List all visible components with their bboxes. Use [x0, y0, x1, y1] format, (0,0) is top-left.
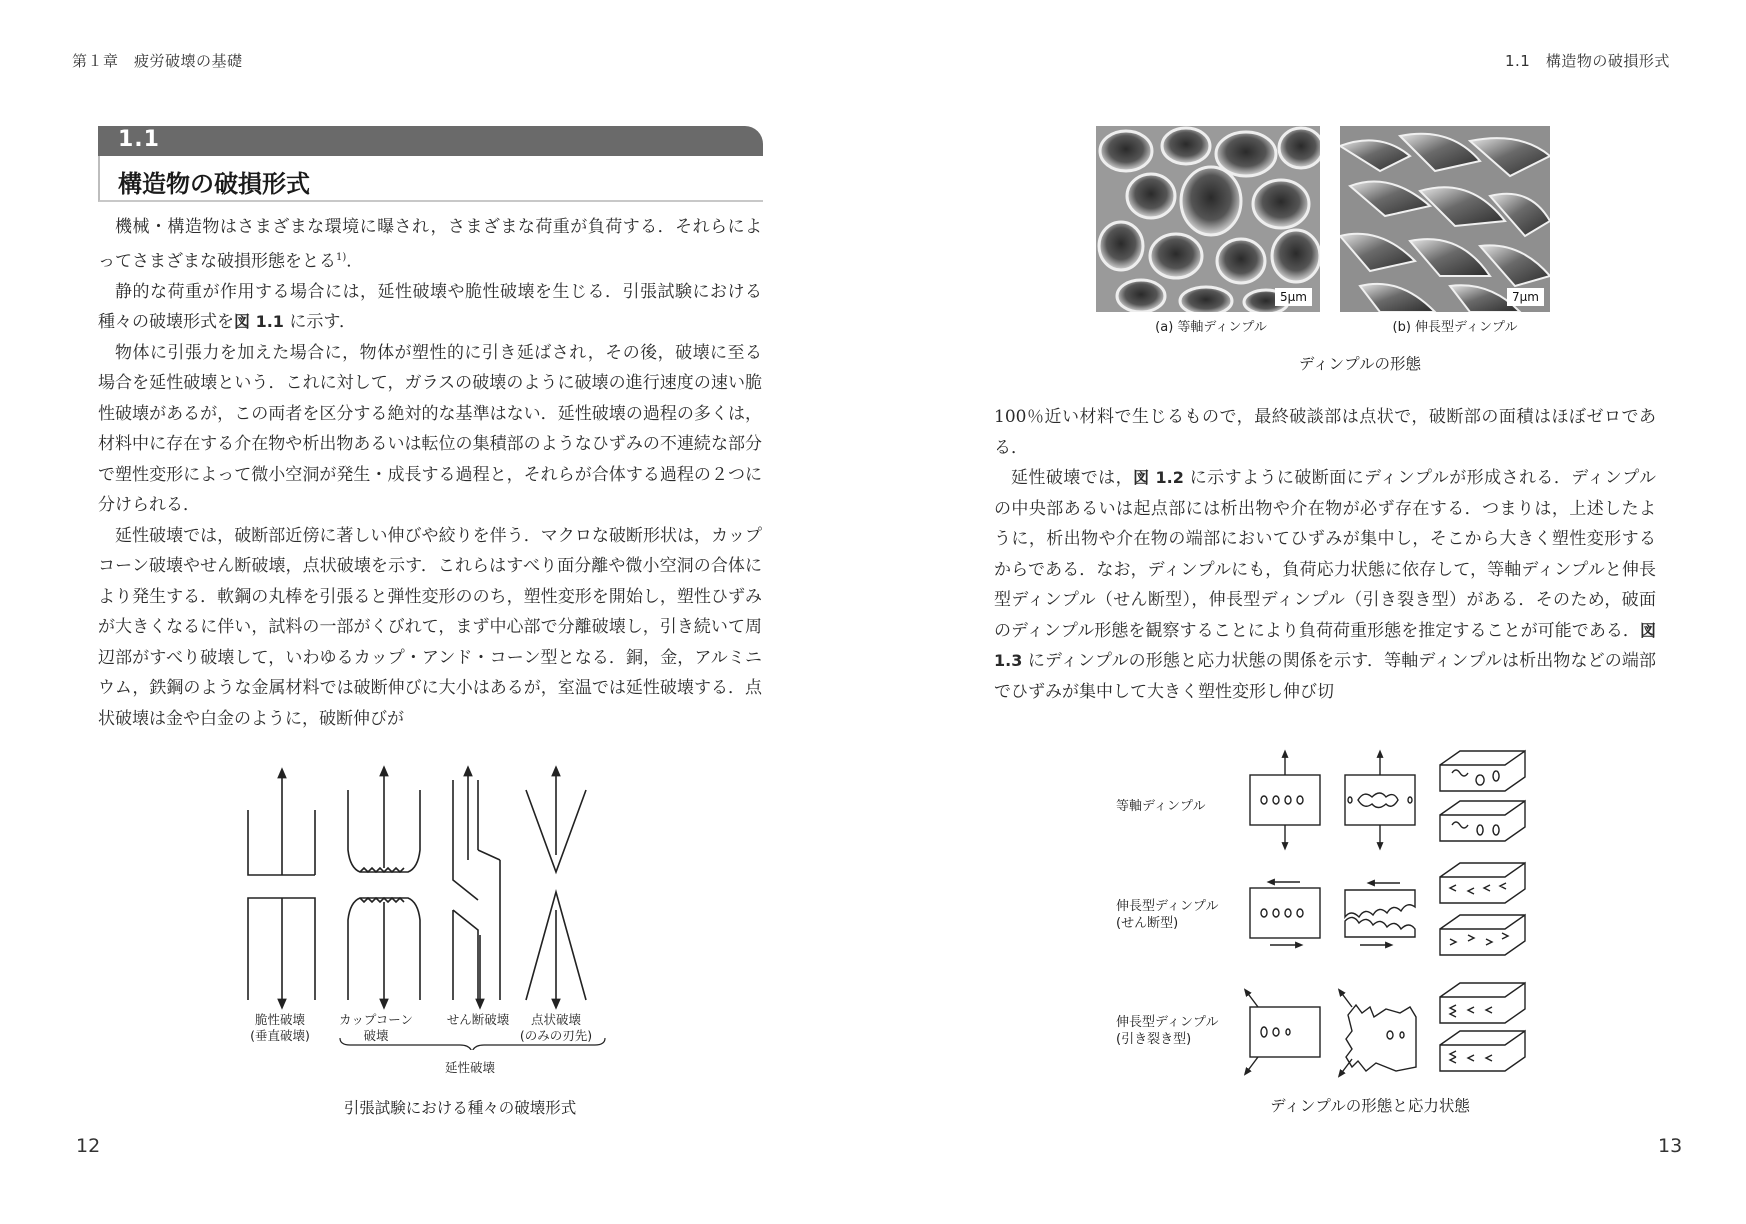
label-point-fracture: 点状破壊 (のみの刃先) — [519, 1012, 593, 1043]
paragraph: 100％近い材料で生じるもので，最終破談部は点状で，破断部の面積はほぼゼロである． — [994, 407, 1656, 458]
cup-cone-fracture-shape — [348, 770, 420, 1005]
figure-reference: 図 1.1 — [234, 312, 284, 332]
dimple-stress-diagram — [1240, 745, 1550, 1085]
label-shear-fracture: せん断破壊 — [446, 1012, 510, 1027]
brittle-fracture-shape — [248, 772, 315, 1005]
photo-label-equiaxed: (a) 等軸ディンプル — [1155, 320, 1267, 335]
paragraph: 延性破壊では，図 1.2 に示すように破断面にディンプルが形成される．ディンプルの中央部あるいは起点部には析出物や介在物が必ず存在する．つまりは，上述したように，析出物や介在物の端部においてひずみが集中し，そこから大きく塑性変形するからである．なお，ディンプルにも，負荷応力状態に依存して，等軸ディンプルと伸長型ディンプル（せん断型），伸長型ディンプル（引き裂き型）がある．そのため，破面のディンプル形態を観察することにより負荷荷重形態を推定することが可能である．図 1.3 にディンプルの形態と応力状態の関係を示す．等軸ディンプルは析出物などの端部でひずみが集中して大きく塑性変形し伸び切 — [994, 468, 1656, 702]
figure-reference: 図 1.2 — [1133, 468, 1184, 487]
paragraph: 静的な荷重が作用する場合には，延性破壊や脆性破壊を生じる．引張試験における種々の破壊形式を図 1.1 に示す． — [98, 281, 762, 333]
sem-photo-elongated-dimple — [1340, 126, 1550, 312]
running-head-left: 第１章 疲労破壊の基礎 — [72, 52, 243, 70]
figure-caption-dimple-morphology: ディンプルの形態 — [1298, 355, 1422, 373]
paragraph: 物体に引張力を加えた場合に，物体が塑性的に引き延ばされ，その後，破壊に至る場合を延性破壊という．これに対して，ガラスの破壊のように破壊の進行速度の速い脆性破壊があるが，この両者を区分する絶対的な基準はない．延性破壊の過程の多くは，材料中に存在する介在物や析出物あるいは転位の集積部のようなひずみの不連続な部分で塑性変形によって微小空洞が発生・成長する過程と，それらが合体する過程の２つに分けられる． — [98, 342, 762, 516]
figure-reference: 図 1.3 — [994, 620, 1656, 670]
photo-label-elongated: (b) 伸長型ディンプル — [1392, 320, 1518, 335]
label-ductile-fracture: 延性破壊 — [444, 1060, 495, 1075]
section-title: 構造物の破損形式 — [118, 170, 310, 198]
page-number-left: 12 — [76, 1135, 101, 1157]
scale-bar-7um: 7μm — [1507, 288, 1544, 306]
fracture-modes-figure — [240, 760, 620, 1050]
footnote-ref: 1) — [336, 251, 347, 263]
row-label-elongated-shear: 伸長型ディンプル (せん断型) — [1116, 899, 1219, 931]
paragraph: 機械・構造物はさまざまな環境に曝され，さまざまな荷重が負荷する．それらによってさまざまな破損形態をとる$^{1)}$． — [98, 217, 762, 272]
right-body-text — [994, 402, 1656, 707]
page-number-right: 13 — [1658, 1135, 1683, 1157]
sem-photo-equiaxed-dimple — [1096, 126, 1320, 312]
point-fracture-shape — [526, 770, 586, 1005]
label-cup-cone-fracture: カップコーン 破壊 — [338, 1012, 413, 1043]
row-label-elongated-tear: 伸長型ディンプル (引き裂き型) — [1116, 1015, 1219, 1047]
figure-caption-dimple-stress: ディンプルの形態と応力状態 — [1270, 1097, 1470, 1115]
running-head-right: 1.1 構造物の破損形式 — [1505, 52, 1670, 70]
label-brittle-fracture: 脆性破壊 (垂直破壊) — [250, 1012, 310, 1043]
paragraph: 延性破壊では，破断部近傍に著しい伸びや絞りを伴う．マクロな破断形状は，カップコーン破壊やせん断破壊，点状破壊を示す．これらはすべり面分離や微小空洞の合体により発生する．軟鋼の丸棒を引張ると弾性変形ののち，塑性変形を開始し，塑性ひずみが大きくなるに伴い，試料の一部がくびれて，まず中心部で分離破壊し，引き続いて周辺部がすべり破壊して，いわゆるカップ・アンド・コーン型となる．銅，金，アルミニウム，鉄鋼のような金属材料では破断伸びに大小はあるが，室温では延性破壊する．点状破壊は金や白金のように，破断伸びが — [98, 525, 762, 729]
shear-fracture-shape — [453, 770, 500, 1005]
row-label-equiaxed: 等軸ディンプル — [1116, 799, 1206, 814]
left-body-text — [98, 212, 762, 734]
section-number: 1.1 — [118, 127, 160, 152]
figure-caption-left: 引張試験における種々の破壊形式 — [343, 1099, 577, 1117]
scale-bar-5um: 5μm — [1275, 288, 1312, 306]
section-number-bar — [98, 126, 763, 156]
